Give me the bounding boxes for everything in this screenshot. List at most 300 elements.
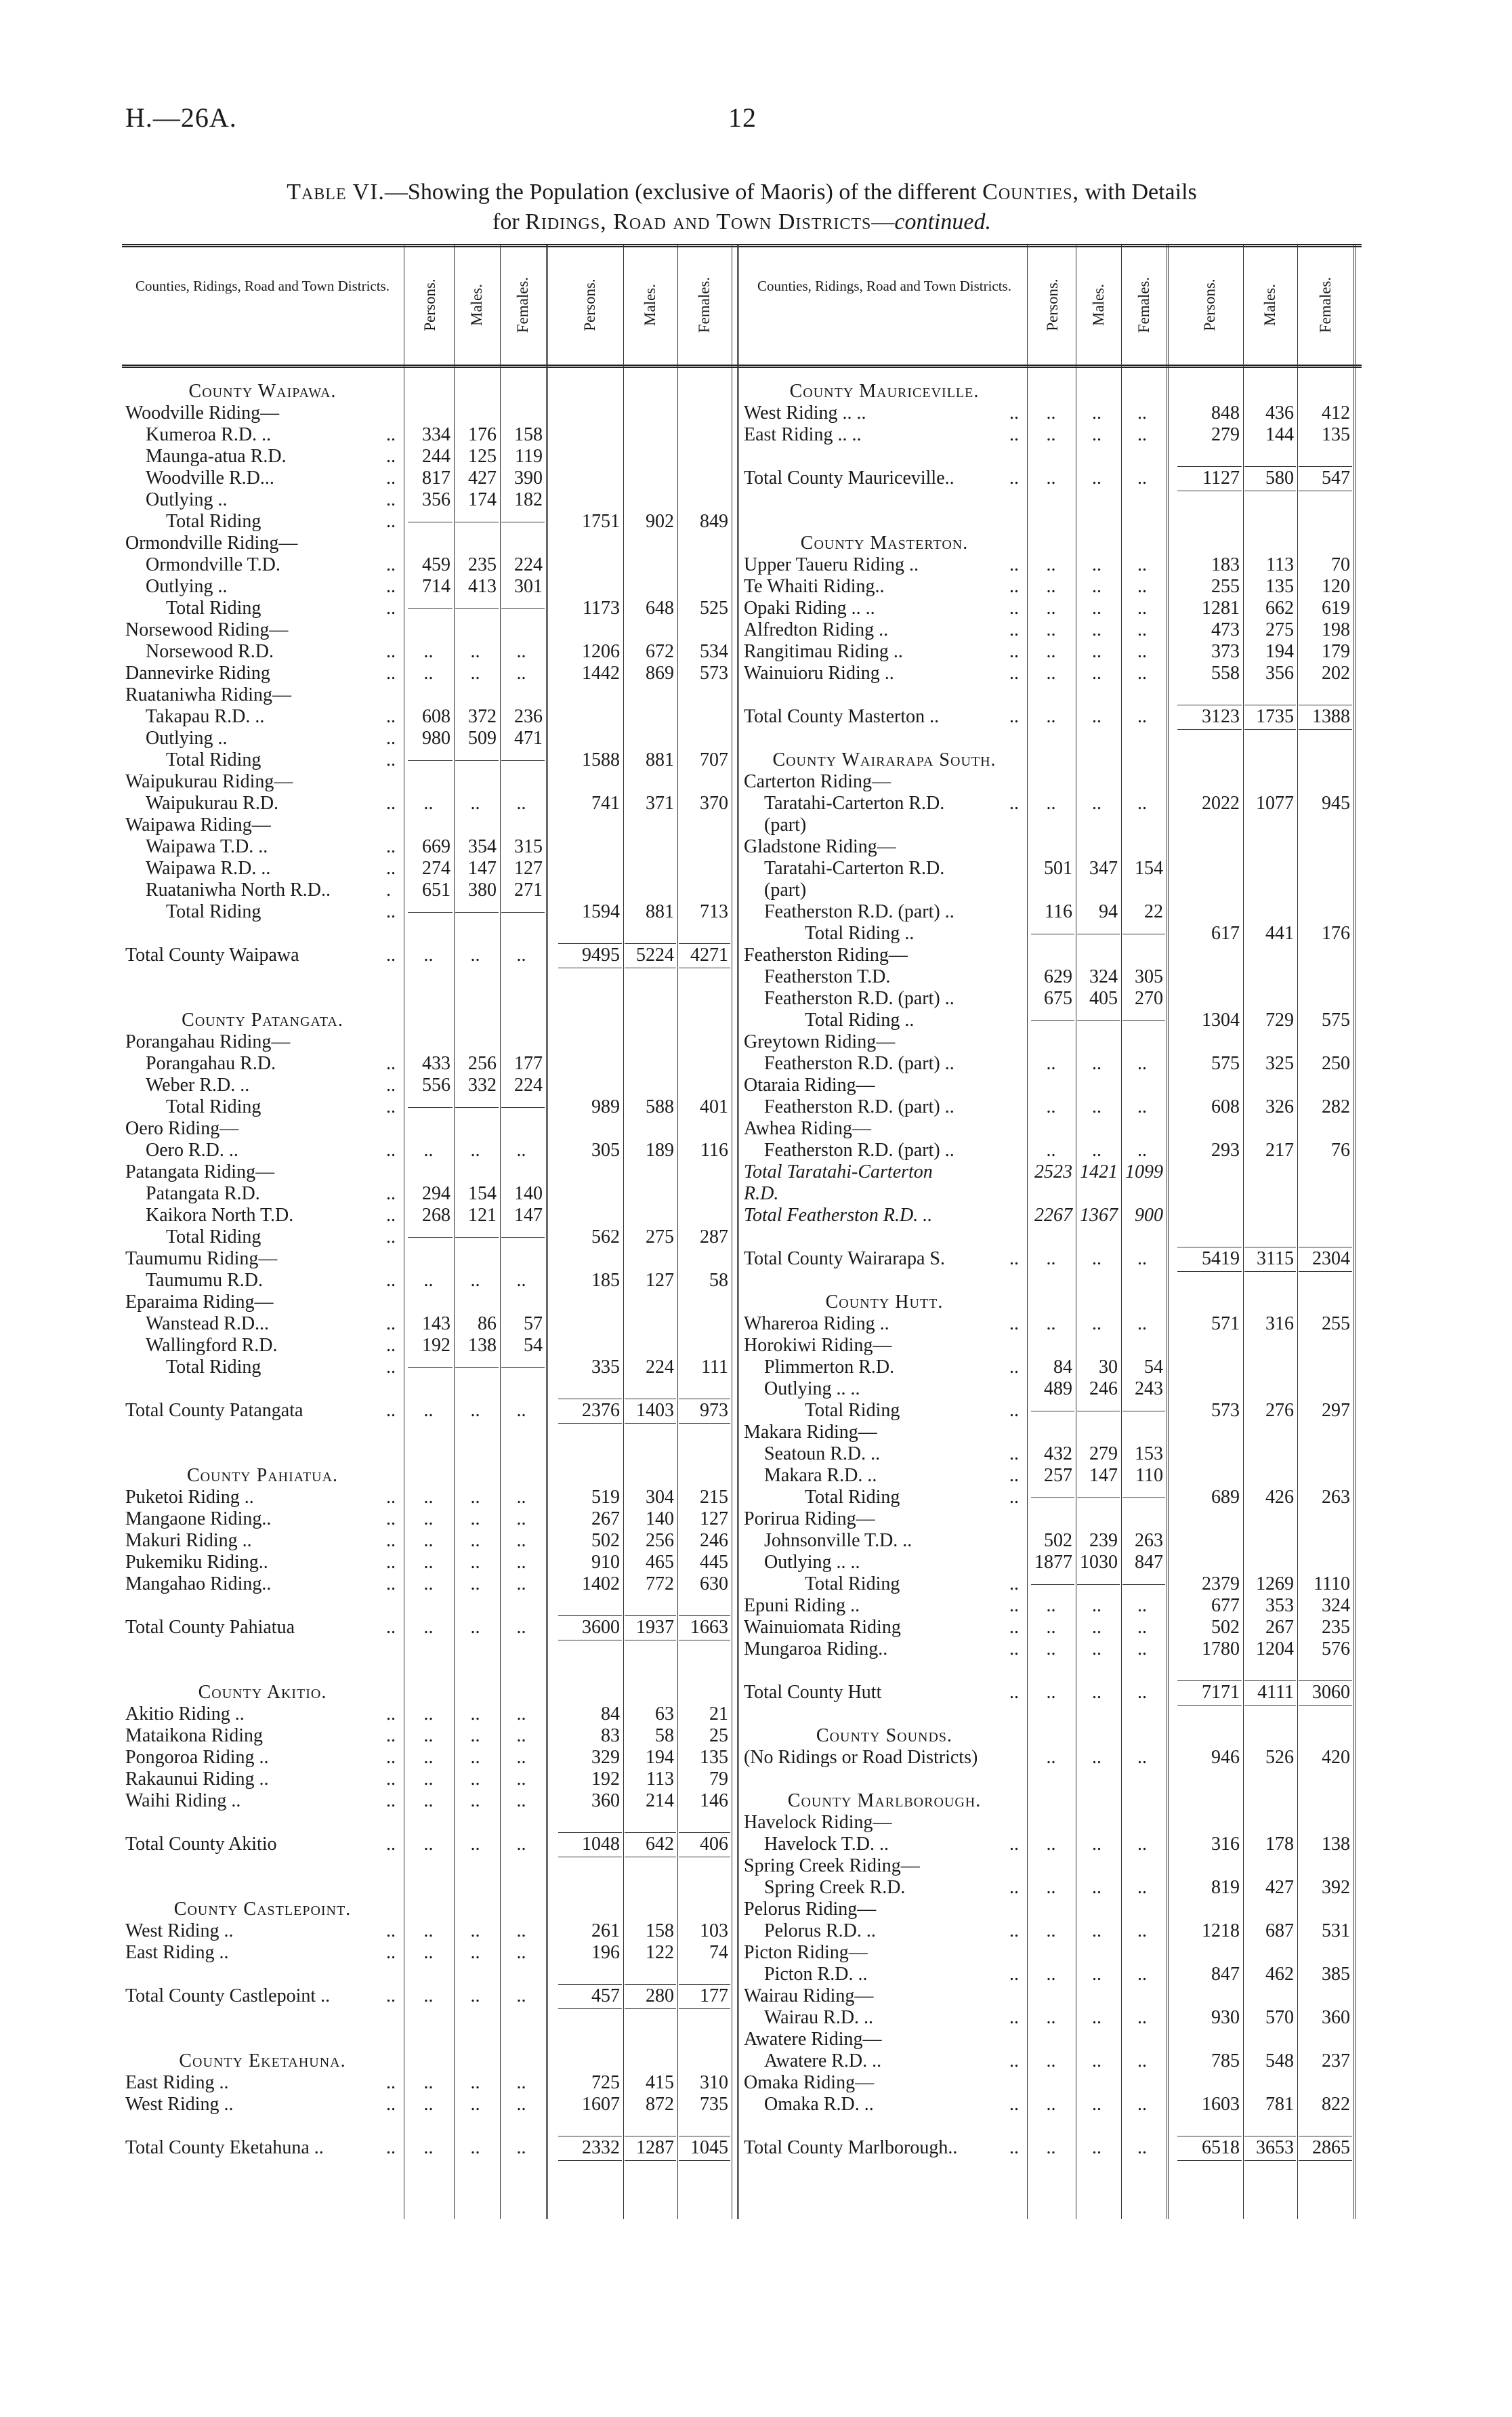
left-persons-value: ..: [423, 1769, 434, 1790]
left-row-label: Taumumu R.D.: [146, 1270, 264, 1291]
left-persons-value: 360: [591, 1790, 620, 1811]
left-row-label: Maunga-atua R.D.: [146, 446, 287, 467]
right-females-value: 255: [1322, 1313, 1350, 1334]
right-persons-value: 6518: [1202, 2137, 1240, 2158]
left-females-value: 21: [709, 1703, 728, 1724]
left-county-heading: County Akitio.: [198, 1682, 327, 1703]
left-persons-value: ..: [423, 793, 434, 814]
right-row-label: Wainuioru Riding ..: [744, 663, 894, 684]
right-persons-value: 1877: [1034, 1552, 1072, 1573]
left-row-label: Rakaunui Riding ..: [125, 1769, 269, 1790]
right-persons-header: [1176, 247, 1243, 363]
left-females-value: 119: [515, 446, 543, 467]
right-table-row: [0, 1010, 1512, 1031]
right-females-value: 360: [1322, 2007, 1350, 2028]
left-leader-dots: ..: [386, 641, 396, 662]
left-row-label: Wallingford R.D.: [146, 1335, 278, 1356]
left-persons-value: ..: [423, 663, 434, 684]
right-females-value: 412: [1322, 402, 1350, 424]
right-row-label: Total County Mauriceville..: [744, 468, 954, 489]
right-leader-dots: ..: [1009, 793, 1019, 814]
right-table-row: [0, 836, 1512, 858]
right-persons-header-text: Persons.: [1044, 278, 1061, 331]
left-females-value: ..: [516, 1552, 526, 1573]
right-leader-dots: ..: [1009, 576, 1019, 597]
right-leader-dots: ..: [1009, 619, 1019, 640]
right-subtotal-rule: [1244, 466, 1296, 467]
right-row-label: (part): [764, 814, 807, 835]
left-persons-value: 989: [591, 1096, 620, 1117]
right-persons-value: 946: [1211, 1747, 1240, 1768]
right-table-row: [0, 923, 1512, 945]
left-row-label: Ormondville Riding—: [125, 533, 298, 554]
left-females-value: 140: [514, 1183, 543, 1204]
right-males-value: 462: [1265, 1964, 1294, 1985]
left-females-value: 158: [514, 424, 543, 445]
right-persons-value: ..: [1046, 663, 1056, 684]
right-row-label: Makara Riding—: [744, 1422, 877, 1443]
left-row-label: Patangata R.D.: [146, 1183, 260, 1204]
left-persons-value: 244: [422, 446, 450, 467]
left-females-header: [677, 247, 732, 363]
left-males-value: 86: [478, 1313, 497, 1334]
left-females-value: ..: [516, 1508, 526, 1529]
left-persons-value: ..: [423, 2072, 434, 2093]
right-row-label: Rangitimau Riding ..: [744, 641, 903, 662]
left-leader-dots: ..: [386, 1183, 396, 1204]
right-row-label: East Riding .. ..: [744, 424, 862, 445]
left-persons-value: ..: [423, 1920, 434, 1941]
right-county-heading: County Hutt.: [825, 1292, 944, 1313]
right-subtotal-rule: [1031, 1020, 1074, 1021]
right-males-value: 144: [1265, 424, 1294, 445]
right-row-label: Otaraia Riding—: [744, 1075, 875, 1096]
right-males-value: 275: [1265, 619, 1294, 640]
left-row-label: Total County Castlepoint ..: [125, 1985, 331, 2006]
right-females-value: 120: [1322, 576, 1350, 597]
right-males-value: ..: [1092, 1638, 1101, 1659]
right-table-row: [0, 1422, 1512, 1443]
right-males-value: ..: [1092, 424, 1101, 445]
left-males-value: ..: [470, 1725, 480, 1746]
right-males-value: 94: [1099, 901, 1118, 922]
right-females-value: 263: [1322, 1487, 1350, 1508]
right-females-value: ..: [1137, 554, 1147, 575]
left-persons-value: ..: [423, 1703, 434, 1724]
right-persons-value: ..: [1046, 1834, 1056, 1855]
right-table-row: [0, 1183, 1512, 1205]
right-table-row: [0, 2137, 1512, 2159]
left-county-heading: County Patangata.: [182, 1010, 343, 1031]
right-table-row: [0, 1573, 1512, 1595]
left-males-value: ..: [470, 1617, 480, 1638]
left-males-value: ..: [470, 1573, 480, 1594]
right-females-value: 270: [1135, 988, 1163, 1009]
left-persons-value: 9495: [582, 945, 620, 966]
right-table-row: [0, 1877, 1512, 1899]
right-persons-value: 558: [1211, 663, 1240, 684]
right-leader-dots: ..: [1009, 598, 1019, 619]
right-table-row: [0, 1552, 1512, 1573]
right-leader-dots: ..: [1009, 1487, 1019, 1508]
left-females-value: 127: [700, 1508, 728, 1529]
right-total-bottom-rule: [1299, 1271, 1352, 1272]
right-females-value: 282: [1322, 1096, 1350, 1117]
right-leader-dots: ..: [1009, 402, 1019, 424]
right-row-label: Spring Creek Riding—: [744, 1855, 920, 1876]
right-row-label: Wairau R.D. ..: [764, 2007, 874, 2028]
right-subtotal-rule: [1177, 466, 1242, 467]
left-leader-dots: ..: [386, 2072, 396, 2093]
left-persons-value: 261: [591, 1920, 620, 1941]
right-leader-dots: ..: [1009, 1964, 1019, 1985]
right-table-row: [0, 901, 1512, 923]
left-row-label: Porangahau R.D.: [146, 1053, 276, 1074]
right-table-row: [0, 1834, 1512, 1855]
right-males-value: ..: [1092, 2137, 1101, 2158]
right-total-bottom-rule: [1177, 1271, 1242, 1272]
right-persons-value: 2267: [1034, 1205, 1072, 1226]
right-females-value: ..: [1137, 1595, 1147, 1616]
left-persons-value: ..: [423, 1985, 434, 2006]
right-row-label: Makara R.D. ..: [764, 1465, 877, 1486]
left-females-value: ..: [516, 2137, 526, 2158]
left-persons-value: 192: [591, 1769, 620, 1790]
right-males-value: 276: [1265, 1400, 1294, 1421]
right-persons-value: 3123: [1202, 706, 1240, 727]
right-table-row: [0, 1053, 1512, 1075]
right-females-value: 243: [1135, 1378, 1163, 1399]
right-row-label: Epuni Riding ..: [744, 1595, 860, 1616]
right-row-label: Picton R.D. ..: [764, 1964, 868, 1985]
left-leader-dots: ..: [386, 663, 396, 684]
right-leader-dots: ..: [1009, 424, 1019, 445]
right-persons-value: 575: [1211, 1053, 1240, 1074]
left-persons-value: ..: [423, 1747, 434, 1768]
left-persons-value: ..: [423, 1834, 434, 1855]
right-table-row: [0, 1075, 1512, 1096]
left-females-value: 111: [701, 1357, 728, 1378]
left-females-value: 735: [700, 2094, 728, 2115]
right-table-row: [0, 706, 1512, 728]
right-males-value: ..: [1092, 1053, 1101, 1074]
right-leader-dots: ..: [1009, 1248, 1019, 1269]
right-females-value: 138: [1322, 1834, 1350, 1855]
left-row-label: Ruataniwha Riding—: [125, 684, 291, 705]
left-persons-value: 1402: [582, 1573, 620, 1594]
left-persons-value: ..: [423, 1617, 434, 1638]
right-leader-dots: ..: [1009, 1465, 1019, 1486]
right-males-value: 1735: [1256, 706, 1294, 727]
left-males-value: ..: [470, 1270, 480, 1291]
right-females-value: 110: [1135, 1465, 1163, 1486]
right-subtotal-rule: [1244, 1680, 1296, 1681]
left-females-value: ..: [516, 1573, 526, 1594]
right-males-value: ..: [1092, 1747, 1101, 1768]
left-males-value: 772: [646, 1573, 674, 1594]
right-males-value: 3115: [1257, 1248, 1294, 1269]
left-females-value: 147: [514, 1205, 543, 1226]
left-males-header-text: Males.: [642, 284, 658, 326]
left-leader-dots: ..: [386, 836, 396, 857]
right-table-row: [0, 1140, 1512, 1161]
right-females-value: 531: [1322, 1920, 1350, 1941]
right-row-label: Plimmerton R.D.: [764, 1357, 895, 1378]
left-row-label: Total County Patangata: [125, 1400, 303, 1421]
right-leader-dots: ..: [1009, 554, 1019, 575]
right-total-bottom-rule: [1244, 1705, 1296, 1706]
right-row-label: Outlying .. ..: [764, 1378, 860, 1399]
right-table-row: [0, 1595, 1512, 1617]
right-females-value: ..: [1137, 402, 1147, 424]
right-persons-value: 2379: [1202, 1573, 1240, 1594]
right-table-row: [0, 771, 1512, 793]
right-males-value: ..: [1092, 576, 1101, 597]
right-females-value: 3060: [1312, 1682, 1350, 1703]
right-females-value: 420: [1322, 1747, 1350, 1768]
left-males-value: 872: [646, 2094, 674, 2115]
right-persons-value: ..: [1046, 793, 1056, 814]
left-males-header-text: Males.: [468, 284, 485, 326]
right-leader-dots: ..: [1009, 1638, 1019, 1659]
left-row-label: Takapau R.D. ..: [146, 706, 265, 727]
right-females-value: ..: [1137, 1140, 1147, 1161]
left-males-value: ..: [470, 945, 480, 966]
left-table-row: [0, 1703, 1512, 1725]
left-persons-value: 305: [591, 1140, 620, 1161]
right-persons-value: ..: [1046, 598, 1056, 619]
right-row-label: Total County Hutt: [744, 1682, 882, 1703]
left-females-value: ..: [516, 1617, 526, 1638]
left-row-label: Total Riding: [166, 1226, 261, 1247]
left-leader-dots: ..: [386, 576, 396, 597]
left-leader-dots: ..: [386, 1790, 396, 1811]
left-males-value: 465: [646, 1552, 674, 1573]
right-females-value: ..: [1137, 706, 1147, 727]
right-females-header-text: Females.: [1316, 276, 1334, 333]
right-subtotal-rule: [1122, 1584, 1165, 1585]
left-persons-value: ..: [423, 1790, 434, 1811]
left-row-label: Puketoi Riding ..: [125, 1487, 254, 1508]
left-row-label: Waipukurau R.D.: [146, 793, 279, 814]
right-females-value: ..: [1137, 1964, 1147, 1985]
left-row-label: Pukemiku Riding..: [125, 1552, 268, 1573]
left-males-value: 275: [646, 1226, 674, 1247]
left-females-value: 177: [514, 1053, 543, 1074]
right-females-value: ..: [1137, 1617, 1147, 1638]
left-males-value: 121: [468, 1205, 497, 1226]
right-total-bottom-rule: [1244, 729, 1296, 730]
right-row-label: Greytown Riding—: [744, 1031, 896, 1052]
left-females-value: 215: [700, 1487, 728, 1508]
right-table-row: [0, 1920, 1512, 1942]
right-subtotal-rule: [1177, 1680, 1242, 1681]
right-persons-value: 1127: [1202, 468, 1240, 489]
right-males-value: ..: [1092, 2094, 1101, 2115]
left-females-value: 182: [514, 489, 543, 510]
left-females-value: ..: [516, 1270, 526, 1291]
right-females-value: 135: [1322, 424, 1350, 445]
right-table-row: [0, 2007, 1512, 2029]
right-table-row: [0, 2094, 1512, 2115]
left-females-value: 445: [700, 1552, 728, 1573]
right-persons-value: ..: [1046, 1617, 1056, 1638]
left-row-label: Taumumu Riding—: [125, 1248, 278, 1269]
left-leader-dots: ..: [386, 1942, 396, 1963]
right-persons-value: ..: [1046, 706, 1056, 727]
left-females-value: 116: [700, 1140, 728, 1161]
left-persons-value: 1048: [582, 1834, 620, 1855]
right-females-value: ..: [1137, 1248, 1147, 1269]
right-persons-value: ..: [1046, 1877, 1056, 1898]
left-females-value: 271: [514, 880, 543, 901]
left-females-value: ..: [516, 2094, 526, 2115]
right-leader-dots: ..: [1009, 1834, 1019, 1855]
left-males-value: 127: [646, 1270, 674, 1291]
header-bottom-rule-2: [122, 367, 1362, 368]
right-subtotal-rule: [1299, 1680, 1352, 1681]
left-subtotal-rule: [455, 1237, 499, 1238]
right-persons-value: ..: [1046, 1140, 1056, 1161]
left-leader-dots: ..: [386, 1769, 396, 1790]
left-total-bottom-rule: [558, 2160, 622, 2161]
right-persons-value: 489: [1044, 1378, 1072, 1399]
left-males-value: 509: [468, 728, 497, 749]
left-leader-dots: ..: [386, 901, 396, 922]
right-persons-value: 183: [1211, 554, 1240, 575]
right-table-row: [0, 2050, 1512, 2072]
left-leader-dots: ..: [386, 858, 396, 879]
left-table-row: [0, 1226, 1512, 1248]
left-table-row: [0, 511, 1512, 533]
right-persons-value: 571: [1211, 1313, 1240, 1334]
left-persons-value: 267: [591, 1508, 620, 1529]
right-females-value: 179: [1322, 641, 1350, 662]
left-table-row: [0, 446, 1512, 468]
right-table-row: [0, 966, 1512, 988]
right-males-value: 1367: [1080, 1205, 1118, 1226]
right-males-value: 548: [1265, 2050, 1294, 2071]
right-females-value: 263: [1135, 1530, 1163, 1551]
left-males-value: 869: [646, 663, 674, 684]
left-females-value: 54: [524, 1335, 543, 1356]
right-row-label: Featherston R.D. (part) ..: [764, 1140, 954, 1161]
right-table-row: [0, 1378, 1512, 1400]
left-males-value: 224: [646, 1357, 674, 1378]
right-row-label: R.D.: [744, 1183, 779, 1204]
left-county-heading: County Eketahuna.: [179, 2050, 346, 2071]
left-row-label: Outlying ..: [146, 576, 228, 597]
left-leader-dots: ..: [386, 1552, 396, 1573]
left-row-label: Porangahau Riding—: [125, 1031, 291, 1052]
right-row-label: Te Whaiti Riding..: [744, 576, 885, 597]
right-males-value: ..: [1092, 619, 1101, 640]
left-females-value: ..: [516, 663, 526, 684]
left-persons-value: 1206: [582, 641, 620, 662]
left-females-value: 224: [514, 1075, 543, 1096]
left-persons-value: ..: [423, 2137, 434, 2158]
right-leader-dots: ..: [1009, 1877, 1019, 1898]
left-persons-value: 2332: [582, 2137, 620, 2158]
left-females-value: 236: [514, 706, 543, 727]
right-table-row: [0, 663, 1512, 684]
right-persons-value: ..: [1046, 2094, 1056, 2115]
page-number: 12: [728, 102, 757, 133]
left-persons-value: 562: [591, 1226, 620, 1247]
right-county-heading: County Marlborough.: [787, 1790, 982, 1811]
right-males-value: 356: [1265, 663, 1294, 684]
right-row-label: Featherston T.D.: [764, 966, 891, 987]
left-table-row: [0, 728, 1512, 749]
right-males-value: 30: [1099, 1357, 1118, 1378]
left-leader-dots: ..: [386, 1400, 396, 1421]
left-persons-value: 335: [591, 1357, 620, 1378]
right-table-row: [0, 1682, 1512, 1703]
left-males-value: 672: [646, 641, 674, 662]
right-total-bottom-rule: [1299, 2160, 1352, 2161]
right-leader-dots: ..: [1009, 1920, 1019, 1941]
right-table-row: [0, 1292, 1512, 1313]
right-row-label: Total Featherston R.D. ..: [744, 1205, 933, 1226]
left-persons-value: 1751: [582, 511, 620, 532]
right-row-label: Pelorus R.D. ..: [764, 1920, 876, 1941]
left-females-value: ..: [516, 1985, 526, 2006]
right-males-value: 426: [1265, 1487, 1294, 1508]
right-females-value: 619: [1322, 598, 1350, 619]
right-males-value: ..: [1092, 2050, 1101, 2071]
right-row-label: Omaka Riding—: [744, 2072, 875, 2093]
left-males-value: 174: [468, 489, 497, 510]
left-persons-value: ..: [423, 1400, 434, 1421]
left-leader-dots: ..: [386, 1075, 396, 1096]
left-row-label: Weber R.D. ..: [146, 1075, 250, 1096]
right-persons-value: 1780: [1202, 1638, 1240, 1659]
left-males-value: 122: [646, 1942, 674, 1963]
right-persons-value: 279: [1211, 424, 1240, 445]
right-males-value: ..: [1092, 1595, 1101, 1616]
left-females-value: ..: [516, 2072, 526, 2093]
right-males-value: ..: [1092, 1313, 1101, 1334]
left-row-label: Wanstead R.D...: [146, 1313, 270, 1334]
right-table-row: [0, 1790, 1512, 1812]
right-males-value: ..: [1092, 641, 1101, 662]
right-males-value: 441: [1265, 923, 1294, 944]
right-total-bottom-rule: [1299, 729, 1352, 730]
right-table-row: [0, 1313, 1512, 1335]
left-females-value: ..: [516, 1769, 526, 1790]
right-table-row: [0, 1161, 1512, 1183]
right-females-value: 822: [1322, 2094, 1350, 2115]
right-males-value: ..: [1092, 1834, 1101, 1855]
right-table-row: [0, 1964, 1512, 1985]
right-persons-value: 573: [1211, 1400, 1240, 1421]
right-table-row: [0, 945, 1512, 966]
left-males-header: [454, 247, 500, 363]
right-row-label: Upper Taueru Riding ..: [744, 554, 919, 575]
right-persons-value: 930: [1211, 2007, 1240, 2028]
left-females-value: 849: [700, 511, 728, 532]
left-persons-value: ..: [423, 1270, 434, 1291]
right-females-value: 154: [1135, 858, 1163, 879]
left-females-value: 58: [709, 1270, 728, 1291]
left-males-value: ..: [470, 1942, 480, 1963]
left-persons-value: 268: [422, 1205, 450, 1226]
left-females-value: ..: [516, 1530, 526, 1551]
left-leader-dots: ..: [386, 1725, 396, 1746]
right-table-row: [0, 424, 1512, 446]
left-females-value: 973: [700, 1400, 728, 1421]
left-leader-dots: ..: [386, 1096, 396, 1117]
